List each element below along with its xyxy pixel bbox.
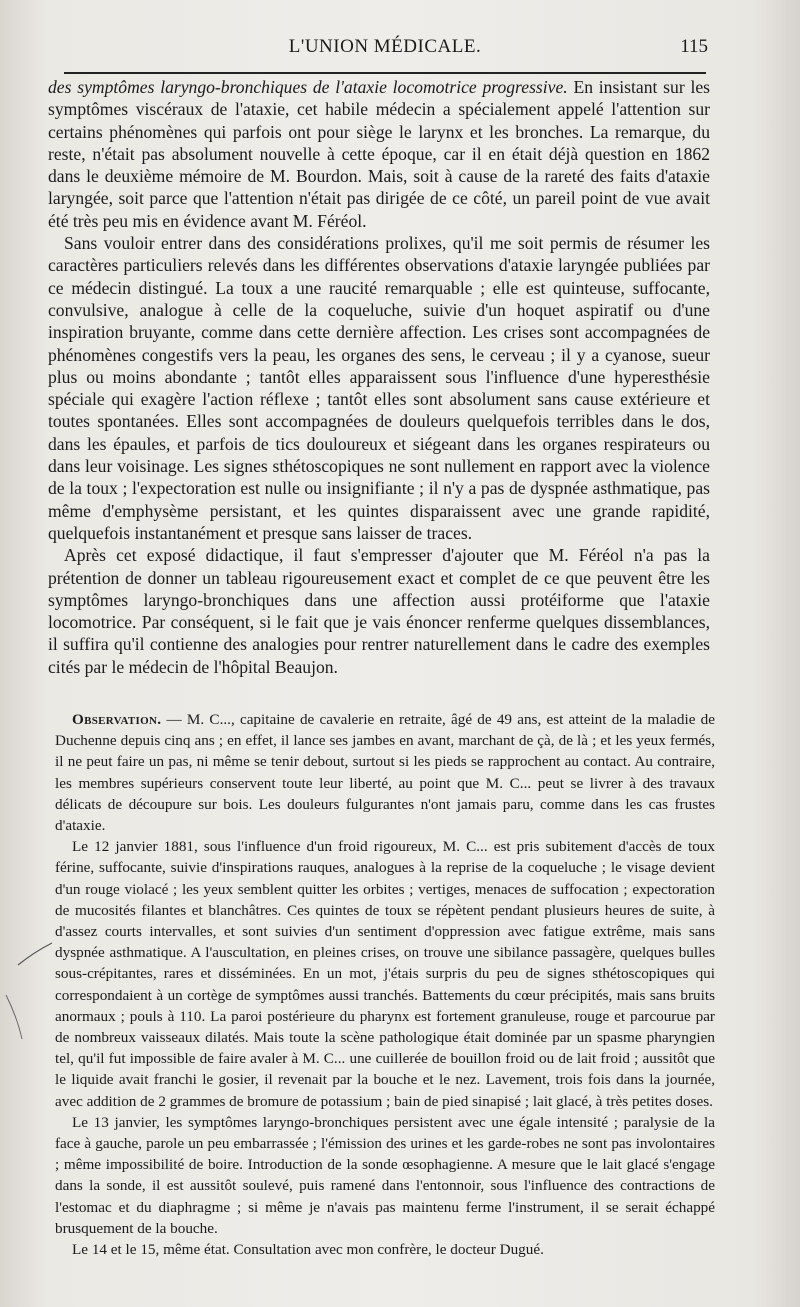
main-text	[48, 76, 710, 678]
observation-paragraph: Le 13 janvier, les symptômes laryngo-bronchiques persistent avec une égale intensité ; paralysie de la face à gauche, parole un peu embarrassée ; l'émission des urines et les garde-robes ne sont pas involontaires ; même impossibilité de boire. Introduction de la sonde œsophagienne. A mesure que le lait glacé s'engage dans la sonde, il est aussitôt soulevé, puis ramené dans l'entonnoir, sous l'influence des contractions de l'estomac et du diaphragme ; si même je n'avais pas maintenu ferme l'instrument, il se serait échappé brusquement de la bouche.	[55, 1113, 715, 1237]
margin-pencil-mark	[0, 935, 60, 1045]
paragraph-continuation	[48, 76, 710, 232]
paragraph-characteristics: Sans vouloir entrer dans des considérations prolixes, qu'il me soit permis de résumer les caractères particuliers relevés dans les différentes observations d'ataxie laryngée publiées par ce médecin distingué. La toux a une raucité remarquable ; elle est quinteuse, suffocante, convulsive, analogue à celle de la coqueluche, suivie d'un hoquet aspiratif ou d'une inspiration bruyante, comme dans cette dernière affection. Les crises sont accompagnées de phénomènes congestifs vers la peau, les organes des sens, le cerveau ; il y a cyanose, sueur plus ou moins abondante ; tantôt elles apparaissent sous l'influence d'une hyperesthésie spéciale qui exagère l'action réflexe ; tantôt elles sont absolument sans cause extérieure et toutes spontanées. Elles sont accompagnées de douleurs quelquefois terribles dans le dos, dans les épaules, et parfois de tics douloureux et siégeant dans les organes respirateurs ou dans leur voisinage. Les signes sthétoscopiques ne sont nullement en rapport avec la violence de la toux ; l'expectoration est nulle ou insignifiante ; il n'y a pas de dyspnée asthmatique, pas même d'emphysème persistant, et les quintes disparaissent avec une grande rapidité, quelquefois instantanément et presque sans laisser de traces.	[48, 233, 710, 543]
section-title-italic: des symptômes laryngo-bronchiques de l'ataxie locomotrice progressive.	[48, 77, 568, 97]
observation-text: — M. C..., capitaine de cavalerie en retraite, âgé de 49 ans, est atteint de la maladie de Duchenne depuis cinq ans ; en effet, il lance ses jambes en avant, marchant de çà, de là ; et les yeux fermés, il ne peut faire un pas, ni même se tenir debout, surtout si les pieds se rapprochent au contact. Au contraire, les membres supérieurs conservent toute leur liberté, au point que M. C... peut se livrer à des travaux délicats de découpure sur bois. Les douleurs fulgurantes n'ont jamais paru, comme dans les cas frustes d'ataxie.	[55, 711, 715, 835]
paragraph-text: En insistant sur les symptômes viscéraux de l'ataxie, cet habile médecin a spécialement appelé l'attention sur certains phénomènes qui parfois ont pour siège le larynx et les bronches. La remarque, du reste, n'était pas absolument nouvelle à cette époque, car il en était déjà question en 1862 dans le deuxième mémoire de M. Bourdon. Mais, soit à cause de la rareté des faits d'ataxie laryngée, soit parce que l'attention n'était pas dirigée de ce côté, un pareil point de vue avait été très peu mis en évidence avant M. Féréol.	[48, 77, 710, 231]
page-number: 115	[680, 36, 708, 57]
observation-paragraph: Le 14 et le 15, même état. Consultation avec mon confrère, le docteur Dugué.	[72, 1241, 544, 1259]
running-header	[60, 34, 710, 62]
observation-section	[55, 709, 715, 1260]
observation-label: Observation.	[72, 711, 162, 728]
journal-title: L'UNION MÉDICALE.	[288, 36, 482, 57]
observation-paragraph: Le 12 janvier 1881, sous l'influence d'un froid rigoureux, M. C... est pris subitement d'accès de toux férine, suffocante, suivie d'inspirations rauques, analogues à la reprise de la coqueluche ; le visage devient d'un rouge violacé ; les yeux semblent quitter les orbites ; vertiges, menaces de suffocation ; expectoration de mucosités filantes et blanchâtres. Ces quintes de toux se répètent pendant plusieurs heures de suite, à d'assez courts intervalles, et sont suivies d'un sentiment d'oppression avec fatigue extrême, mais sans dyspnée asthmatique. A l'auscultation, en pleines crises, on trouve une sibilance passagère, quelques bulles sous-crépitantes, rares et disséminées. En un mot, j'étais surpris du peu de signes sthétoscopiques qui correspondaient à un cortège de symptômes aussi tranchés. Battements du cœur précipités, mais sans bruits anormaux ; pouls à 110. La paroi postérieure du pharynx est fortement granuleuse, rouge et parcourue par de nombreux vaisseaux dilatés. Mais toute la scène pathologique était dominée par un spasme pharyngien tel, qu'il fut impossible de faire avaler à M. C... une cuillerée de bouillon froid ou de lait froid ; aussitôt que le liquide avait franchi le gosier, il revenait par la bouche et le nez. Lavement, trois fois dans la journée, avec addition de 2 grammes de bromure de potassium ; bain de pied sinapisé ; lait glacé, à très petites doses.	[55, 838, 715, 1110]
observation-paragraph	[55, 709, 715, 836]
paragraph-didactic: Après cet exposé didactique, il faut s'empresser d'ajouter que M. Féréol n'a pas la prétention de donner un tableau rigoureusement exact et complet de ce que peuvent être les symptômes laryngo-bronchiques dans une affection aussi protéiforme que l'ataxie locomotrice. Par conséquent, si le fait que je vais énoncer renferme quelques dissemblances, il suffira qu'il contienne des analogies pour rentrer naturellement dans le cadre des exemples cités par le médecin de l'hôpital Beaujon.	[48, 545, 710, 677]
header-rule	[64, 72, 706, 74]
